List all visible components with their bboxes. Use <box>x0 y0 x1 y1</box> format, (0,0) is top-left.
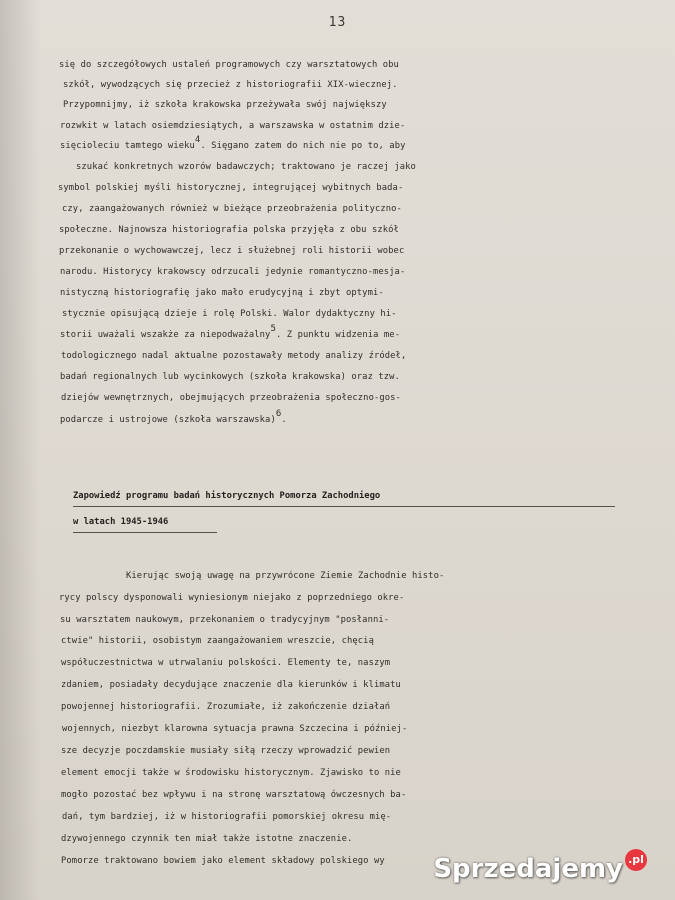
paragraph-intro-line <box>60 325 675 345</box>
footnote-marker: 4 <box>194 135 201 145</box>
paragraph-intro-line <box>62 304 675 324</box>
line-text: todologicznego nadal aktualne pozostawały metody analizy źródeł, <box>61 351 407 361</box>
paragraph-body-line <box>62 719 675 739</box>
heading-underline-1 <box>73 506 615 507</box>
line-text: badań regionalnych lub wycinkowych (szkoła krakowska) oraz tzw. <box>60 372 400 382</box>
line-text: wojennych, niezbyt klarowna sytuacja prawna Szczecina i później- <box>62 724 408 734</box>
paragraph-body-line <box>61 763 675 783</box>
line-text: szukać konkretnych wzorów badawczych; traktowano je raczej jako <box>76 162 416 172</box>
line-text: storii uważali wszakże za niepodważalny <box>60 330 271 340</box>
line-text: Pomorze traktowano bowiem jako element składowy polskiego wy <box>61 856 385 866</box>
watermark-text: Sprzedajemy <box>433 854 623 884</box>
paragraph-intro-line <box>63 95 675 115</box>
footnote-marker: 5 <box>270 324 276 334</box>
paragraph-intro-line <box>60 367 675 387</box>
line-text: dań, tym bardziej, iż w historiografii pomorskiej okresu mię- <box>62 812 392 822</box>
paragraph-intro-line <box>61 346 675 366</box>
paragraph-body-line <box>126 566 675 586</box>
line-text: zdaniem, posiadały decydujące znaczenie dla kierunków i klimatu <box>61 680 401 690</box>
line-text: przekonanie o wychowawczej, lecz i służebnej roli historii wobec <box>59 246 405 256</box>
line-text: element emocji także w środowisku historycznym. Zjawisko to nie <box>61 768 401 778</box>
line-text: się do szczegółowych ustaleń programowych czy warsztatowych obu <box>59 60 399 70</box>
paragraph-intro-line <box>61 388 675 408</box>
paragraph-intro-line <box>62 199 675 219</box>
paragraph-body-line <box>61 653 675 673</box>
paragraph-intro-line <box>58 178 675 198</box>
watermark-badge: .pl <box>625 849 647 871</box>
line-text: nistyczną historiografię jako mało erudycyjną i zbyt optymi- <box>60 288 384 298</box>
line-text: dziejów wewnętrznych, obejmujących przeobrażenia społeczno-gos- <box>61 393 401 403</box>
line-text: symbol polskiej myśli historycznej, integrującej wybitnych bada- <box>58 183 404 193</box>
line-text: narodu. Historycy krakowscy odrzucali jedynie romantyczno-mesja- <box>60 267 406 277</box>
paragraph-intro-line <box>60 136 675 156</box>
footnote-marker: 6 <box>275 409 282 419</box>
line-text: Kierując swoją uwagę na przywrócone Ziemie Zachodnie histo- <box>126 571 445 581</box>
paragraph-intro-line <box>60 262 675 282</box>
paragraph-intro-line <box>59 220 675 240</box>
paragraph-intro-line <box>60 410 675 430</box>
paragraph-intro-line <box>60 283 675 303</box>
line-text: czy, zaangażowanych również w bieżące przeobrażenia polityczno- <box>62 204 402 214</box>
paragraph-body-line <box>61 785 675 805</box>
line-text: ctwie" historii, osobistym zaangażowaniem wreszcie, chęcią <box>61 636 374 646</box>
heading-underline-2 <box>73 532 217 533</box>
line-text: sze decyzje poczdamskie musiały siłą rzeczy wprowadzić pewien <box>61 746 391 756</box>
paragraph-body-line <box>61 631 675 651</box>
line-text: rozwkit w latach osiemdziesiątych, a warszawska w ostatnim dzie- <box>60 121 406 131</box>
paragraph-body-line <box>62 807 675 827</box>
paragraph-intro-line <box>76 157 675 177</box>
line-text: dzywojennego czynnik ten miał także istotne znaczenie. <box>61 834 353 844</box>
line-text: sięcioleciu tamtego wieku <box>60 141 195 151</box>
line-text: mogło pozostać bez wpływu i na stronę warsztatową ówczesnych ba- <box>61 790 407 800</box>
line-text: rycy polscy dysponowali wyniesionym niejako z poprzedniego okre- <box>59 593 405 603</box>
paragraph-body-line <box>61 697 675 717</box>
line-text: szkół, wywodzących się przecież z historiografii XIX-wiecznej. <box>63 80 398 90</box>
line-text: Przypomnijmy, iż szkoła krakowska przeżywała swój największy <box>63 100 387 110</box>
line-text: współuczestnictwa w utrwalaniu polskości. Elementy te, naszym <box>61 658 391 668</box>
line-text-continued: . <box>281 415 287 425</box>
paragraph-intro-line <box>59 241 675 261</box>
paragraph-body-line <box>60 610 675 630</box>
paragraph-intro-line <box>60 116 675 136</box>
page-number: 13 <box>328 15 347 30</box>
paragraph-body-line <box>59 588 675 608</box>
page-edge-shadow <box>0 0 40 900</box>
line-text-continued: . Sięgano zatem do nich nie po to, aby <box>200 141 406 151</box>
section-heading-line-1: Zapowiedź programu badań historycznych Pomorza Zachodniego <box>73 491 381 501</box>
paragraph-body-line <box>61 741 675 761</box>
sprzedajemy-watermark <box>433 849 647 884</box>
line-text: stycznie opisującą dzieje i rolę Polski. Walor dydaktyczny hi- <box>62 309 397 319</box>
paragraph-intro-line <box>59 55 675 75</box>
line-text: społeczne. Najnowsza historiografia polska przyjęła z obu szkół <box>59 225 399 235</box>
line-text: podarcze i ustrojowe (szkoła warszawska) <box>60 415 276 425</box>
section-heading-line-2: w latach 1945-1946 <box>73 517 169 527</box>
line-text: powojennej historiografii. Zrozumiałe, iż zakończenie działań <box>61 702 391 712</box>
line-text: su warsztatem naukowym, przekonaniem o tradycyjnym "posłanni- <box>60 615 390 625</box>
paragraph-body-line <box>61 675 675 695</box>
paragraph-body-line <box>61 829 675 849</box>
line-text-continued: . Z punktu widzenia me- <box>275 330 401 340</box>
paragraph-intro-line <box>63 75 675 95</box>
